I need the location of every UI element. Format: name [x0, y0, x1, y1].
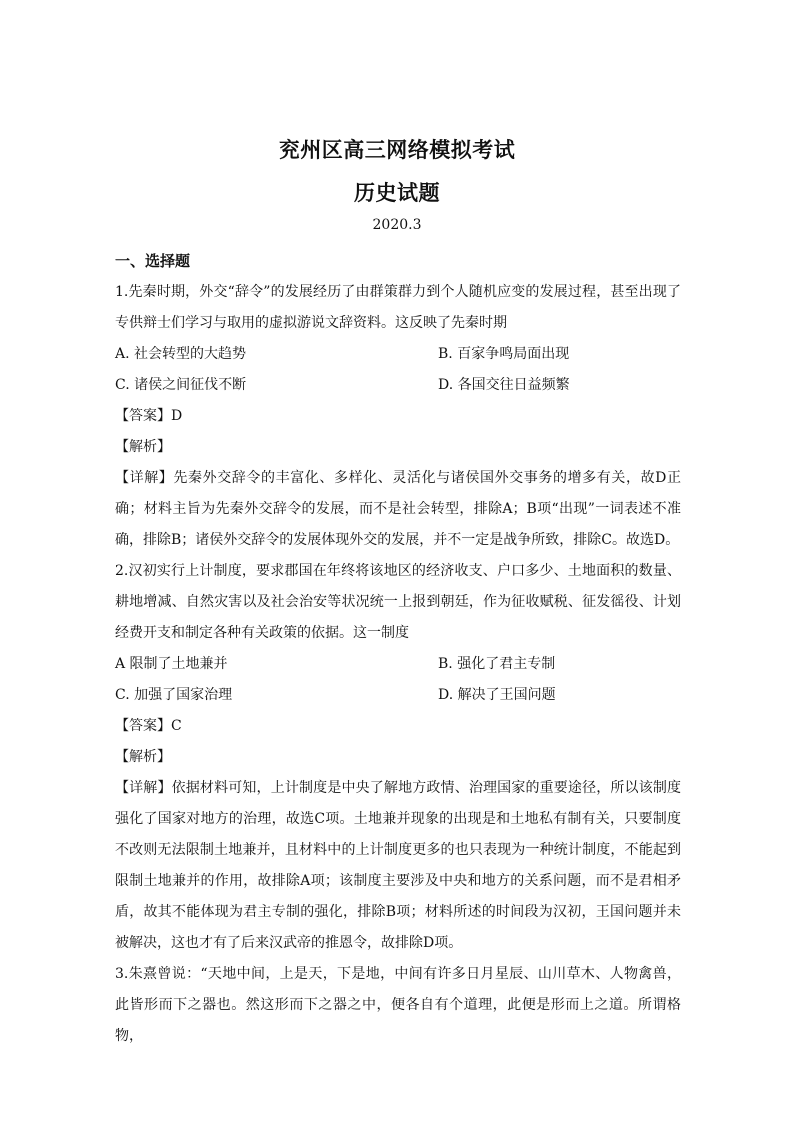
answer-line: [115, 711, 681, 742]
answer-value: C: [171, 718, 182, 734]
analysis-tag: 【解析】: [115, 749, 171, 765]
detail-tag: 【详解】: [115, 470, 174, 486]
question-stem: 3.朱熹曾说：“天地中间，上是天，下是地，中间有许多日月星辰、山川草木、人物禽兽，此皆形而下之器也。然这形而下之器之中，便各自有个道理，此便是形而上之道。所谓格物，: [115, 966, 681, 1044]
option-c: C. 诸侯之间征伐不断: [115, 377, 247, 393]
document-body: [115, 246, 681, 1052]
option-d: D. 各国交往日益频繁: [438, 377, 570, 393]
question-stem: 1.先秦时期，外交“辞令”的发展经历了由群策群力到个人随机应变的发展过程，甚至出现了专供辩士们学习与取用的虚拟游说文辞资料。这反映了先秦时期: [115, 284, 681, 331]
answer-tag: 【答案】: [115, 718, 171, 734]
detail-tag: 【详解】: [115, 780, 172, 796]
detail-paragraph: [115, 463, 681, 556]
document-date: 2020.3: [372, 217, 422, 233]
detail-text: 依据材料可知，上计制度是中央了解地方政情、治理国家的重要途径，所以该制度强化了国家对地方的治理，故选C项。土地兼并现象的出现是和土地私有制有关，只要制度不改则无法限制土地兼并，且材料中的上计制度更多的也只表现为一种统计制度，不能起到限制土地兼并的作用，故排除A项；该制度主要涉及中央和地方的关系问题，而不是君相矛盾，故其不能体现为君主专制的强化，排除B项；材料所述的时间段为汉初，王国问题并未被解决，这也才有了后来汉武帝的推恩令，故排除D项。: [115, 780, 682, 951]
question-1: [115, 277, 681, 556]
option-a: A. 社会转型的大趋势: [115, 346, 247, 362]
question-stem: 2.汉初实行上计制度，要求郡国在年终将该地区的经济收支、户口多少、土地面积的数量、耕地增减、自然灾害以及社会治安等状况统一上报到朝廷，作为征收赋税、征发徭役、计划经费开支和制定各种有关政策的依据。这一制度: [115, 563, 681, 641]
option-a: A 限制了土地兼并: [115, 656, 228, 672]
answer-line: [115, 401, 681, 432]
option-d: D. 解决了王国问题: [438, 687, 556, 703]
analysis-tag: 【解析】: [115, 439, 171, 455]
document-title: 兖州区高三网络模拟考试: [278, 137, 516, 162]
question-options: [115, 339, 681, 401]
question-3: [115, 959, 681, 1052]
option-c: C. 加强了国家治理: [115, 687, 233, 703]
answer-tag: 【答案】: [115, 408, 171, 424]
document-subtitle: 历史试题: [354, 180, 440, 205]
question-2: [115, 556, 681, 959]
answer-value: D: [171, 408, 183, 424]
option-b: B. 百家争鸣局面出现: [438, 346, 570, 362]
question-options: [115, 649, 681, 711]
section-heading: 一、选择题: [115, 252, 191, 270]
detail-paragraph: [115, 773, 681, 959]
detail-text: 先秦外交辞令的丰富化、多样化、灵活化与诸侯国外交事务的增多有关，故D正确；材料主旨为先秦外交辞令的发展，而不是社会转型，排除A；B项“出现”一词表述不准确，排除B；诸侯外交辞令的发展体现外交的发展，并不一定是战争所致，排除C。故选D。: [115, 470, 681, 548]
option-b: B. 强化了君主专制: [438, 656, 556, 672]
